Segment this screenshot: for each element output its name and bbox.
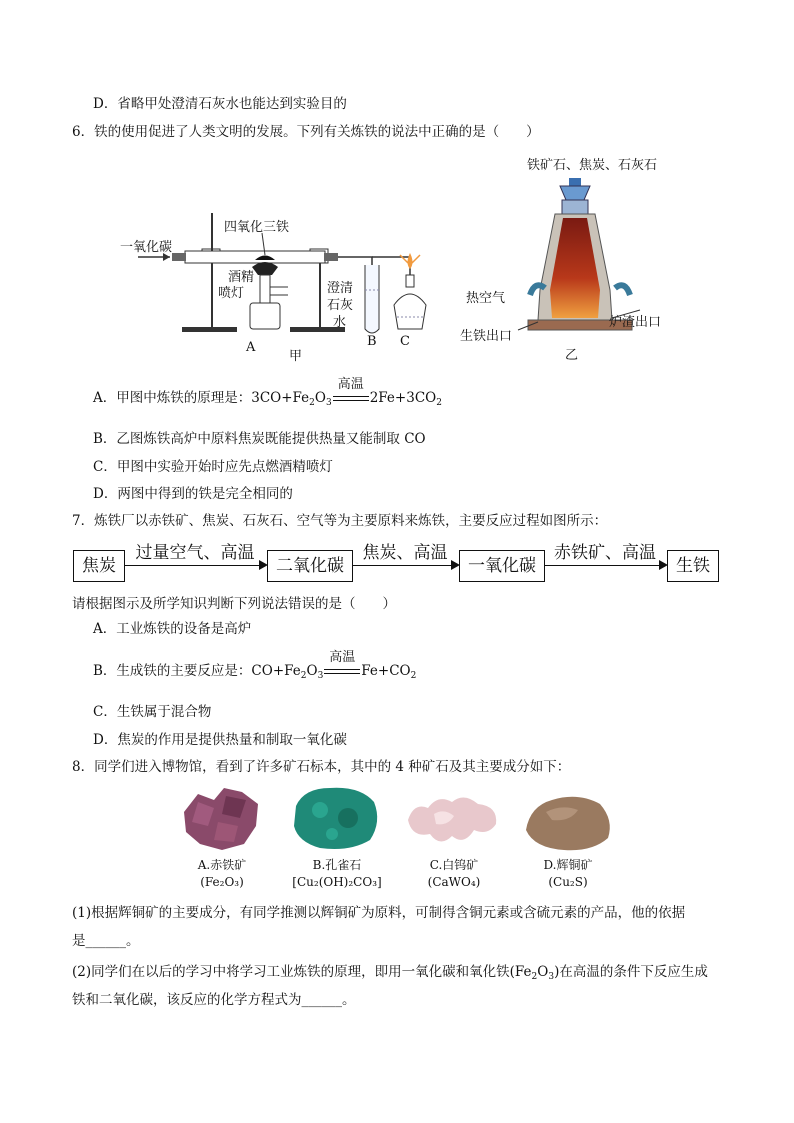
mineral-d-name: D.辉铜矿: [543, 858, 593, 872]
jia-lime-label-2: 石灰: [327, 298, 354, 313]
flow-arrow-3: [544, 565, 666, 566]
flow-arrow-1: [124, 565, 266, 566]
mineral-chalcocite-image: [522, 790, 614, 854]
jia-lime-label-1: 澄清: [327, 281, 354, 296]
mineral-malachite-image: [290, 782, 382, 854]
jia-lime-label-3: 水: [333, 315, 347, 330]
mineral-d-formula: (Cu₂S): [548, 875, 588, 889]
q8-part1-line1: (1)根据辉铜矿的主要成分，有同学推测以辉铜矿为原料，可制得含铜元素或含硫元素的产品，他的依据: [72, 905, 686, 921]
q8-stem: 8．同学们进入博物馆，看到了许多矿石标本，其中的 4 种矿石及其主要成分如下：: [72, 759, 571, 775]
jia-tube-label: 四氧化三铁: [224, 220, 290, 235]
yi-iron-out-label: 生铁出口: [460, 329, 513, 344]
mineral-c-formula: (CaWO₄): [427, 875, 481, 889]
flow-arrow-label-1: 过量空气、高温: [135, 543, 255, 563]
mineral-b-name: B.孔雀石: [312, 858, 362, 872]
q6-option-c: C．甲图中实验开始时应先点燃酒精喷灯: [93, 459, 333, 475]
equation-condition: 高温: [324, 663, 360, 681]
flow-box-co: 一氧化碳: [459, 550, 545, 582]
jia-label-c: C: [400, 334, 410, 349]
jia-gas-in-label: 一氧化碳: [120, 240, 173, 255]
flow-arrow-label-3: 赤铁矿、高温: [554, 543, 656, 563]
yi-top-label: 铁矿石、焦炭、石灰石: [527, 158, 658, 173]
flow-box-pig-iron: 生铁: [667, 550, 719, 582]
q6-option-a: A．甲图中炼铁的原理是：$3CO+Fe_2O_3$ 高温 $2Fe+3CO_2$: [93, 376, 442, 408]
flow-arrow-2: [352, 565, 458, 566]
jia-label-a: A: [246, 340, 256, 355]
q7-stem: 7．炼铁厂以赤铁矿、焦炭、石灰石、空气等为主要原料来炼铁，主要反应过程如图所示：: [72, 513, 608, 529]
flow-box-co2: 二氧化碳: [267, 550, 353, 582]
jia-label-b: B: [367, 334, 377, 349]
mineral-a-name: A.赤铁矿: [197, 858, 247, 872]
yi-hot-air-label: 热空气: [466, 291, 506, 306]
q8-part1-line2: 是______。: [72, 933, 140, 949]
q8-part2-line2: 铁和二氧化碳，该反应的化学方程式为______。: [72, 992, 356, 1008]
jia-lamp-label-1: 酒精: [228, 270, 255, 285]
q6-option-b: B．乙图炼铁高炉中原料焦炭既能提供热量又能制取 CO: [93, 431, 426, 447]
yi-caption: 乙: [565, 348, 579, 363]
equation-condition: 高温: [333, 390, 369, 408]
jia-caption: 甲: [289, 349, 303, 364]
prev-option-d: D．省略甲处澄清石灰水也能达到实验目的: [93, 96, 347, 112]
mineral-a-formula: (Fe₂O₃): [200, 875, 244, 889]
q7-option-c: C．生铁属于混合物: [93, 704, 212, 720]
q8-part2-line1: (2)同学们在以后的学习中将学习工业炼铁的原理，即用一氧化碳和氧化铁$(Fe_2O_3)$在高温的条件下反应生成: [72, 964, 708, 982]
yi-slag-out-label: 炉渣出口: [609, 315, 662, 330]
flow-box-coke: 焦炭: [73, 550, 125, 582]
q6-option-d: D．两图中得到的铁是完全相同的: [93, 486, 293, 502]
mineral-scheelite-image: [404, 790, 502, 852]
flow-arrow-label-2: 焦炭、高温: [362, 543, 448, 563]
q7-question: 请根据图示及所学知识判断下列说法错误的是（ ）: [72, 596, 396, 612]
q7-option-d: D．焦炭的作用是提供热量和制取一氧化碳: [93, 732, 347, 748]
mineral-c-name: C.白钨矿: [429, 858, 479, 872]
q7-option-b: B．生成铁的主要反应是：$CO+Fe_2O_3$ 高温 $Fe+CO_2$: [93, 649, 417, 681]
mineral-b-formula: [Cu₂(OH)₂CO₃]: [292, 875, 382, 889]
jia-lamp-label-2: 喷灯: [218, 286, 245, 301]
q7-option-a: A．工业炼铁的设备是高炉: [93, 621, 252, 637]
mineral-hematite-image: [178, 782, 264, 854]
q6-stem: 6．铁的使用促进了人类文明的发展。下列有关炼铁的说法中正确的是（ ）: [72, 124, 540, 140]
